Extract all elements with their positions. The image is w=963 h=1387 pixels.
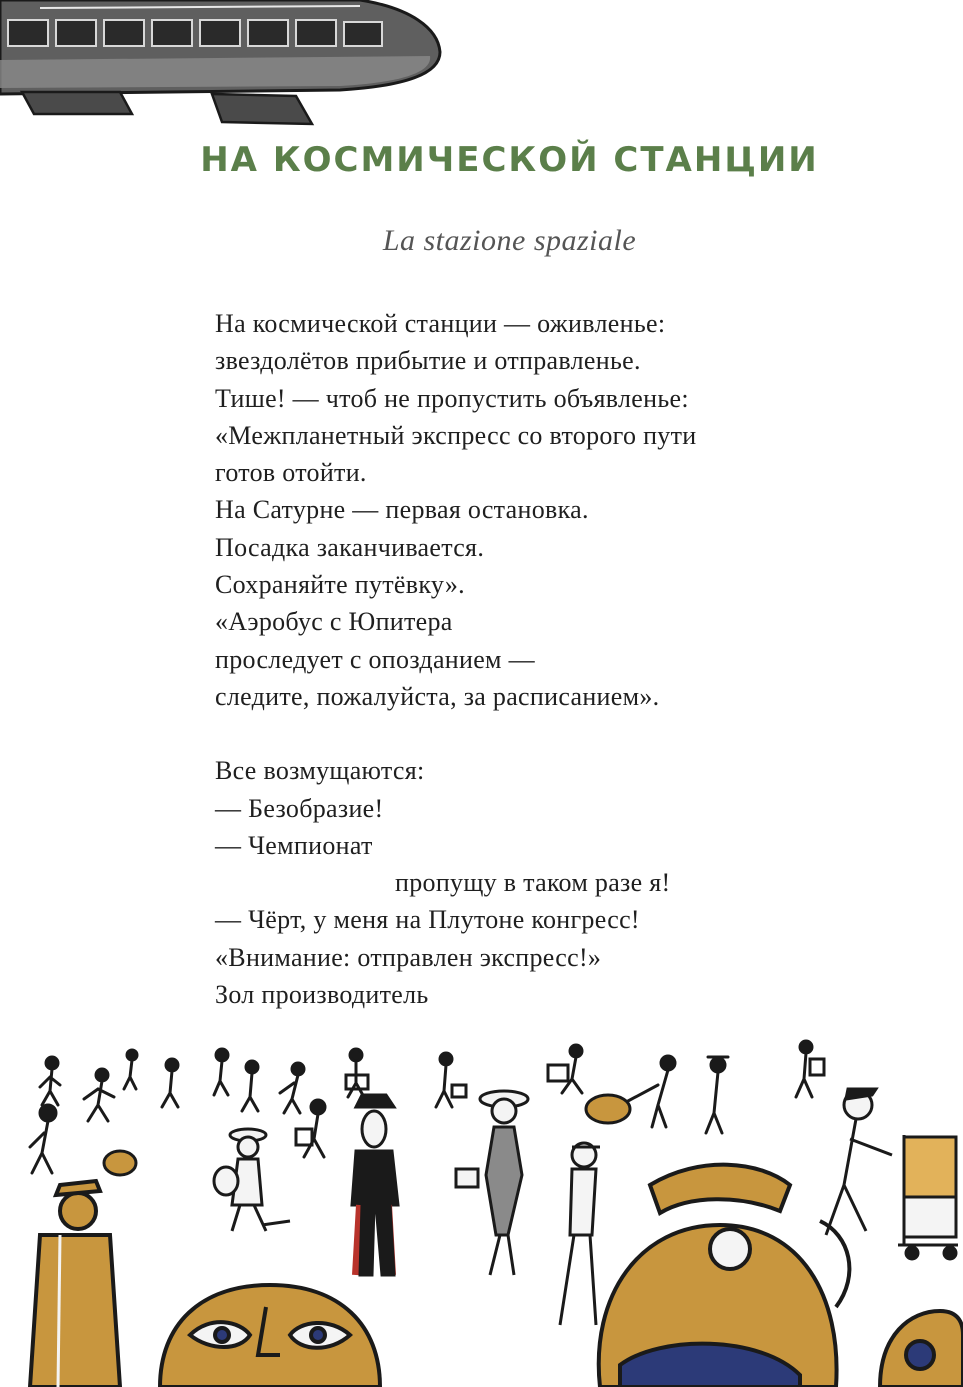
- spaceship-fins: [22, 92, 312, 124]
- poem-line: следите, пожалуйста, за расписанием».: [215, 681, 660, 711]
- poem-line: Тише! — чтоб не пропустить объявленье:: [215, 383, 689, 413]
- poem-line: На космической станции — оживленье:: [215, 309, 666, 338]
- poem-line: Посадка заканчивается.: [215, 532, 485, 562]
- guard-figure: [352, 1095, 398, 1275]
- poem-stanza-1: [215, 305, 915, 715]
- poem-line: «Межпланетный экспресс со второго пути: [215, 420, 697, 450]
- poem-line: На Сатурне — первая остановка.: [215, 495, 589, 525]
- poem-line: «Аэробус с Юпитера: [215, 607, 453, 637]
- large-head-left: [160, 1285, 380, 1387]
- tourist-figure: [214, 1129, 290, 1231]
- poem-line: готов отойти.: [215, 458, 367, 488]
- porter-figure: [826, 1089, 892, 1235]
- poem-line: — Чемпионат: [215, 830, 373, 860]
- poem-line: — Безобразие!: [215, 793, 384, 823]
- distant-travellers: [30, 1041, 824, 1173]
- poem-line: Все возмущаются:: [215, 756, 425, 786]
- crowd-illustration: [0, 1035, 963, 1387]
- woman-with-handbag: [456, 1091, 528, 1275]
- corner-figure-right: [880, 1311, 963, 1387]
- spaceship-illustration: [0, 0, 460, 130]
- poem-line: пропущу в таком разе я!: [395, 868, 671, 898]
- walking-woman: [560, 1143, 600, 1325]
- poem: [215, 305, 915, 1013]
- poem-line: проследует с опозданием —: [215, 644, 535, 674]
- page-subtitle: La stazione spaziale: [382, 224, 637, 257]
- poem-line: «Внимание: отправлен экспресс!»: [215, 942, 602, 972]
- poem-line: — Чёрт, у меня на Плутоне конгресс!: [215, 905, 640, 935]
- poem-line: Сохраняйте путёвку».: [215, 570, 465, 600]
- seated-traveller-left: [30, 1181, 120, 1387]
- poem-line: Зол производитель: [215, 980, 429, 1010]
- poem-line: звездолётов прибытие и отправленье.: [215, 346, 641, 376]
- large-head-right: [599, 1165, 850, 1387]
- poem-stanza-2: [215, 752, 915, 1013]
- page-title: НА КОСМИЧЕСКОЙ СТАНЦИИ: [200, 140, 819, 180]
